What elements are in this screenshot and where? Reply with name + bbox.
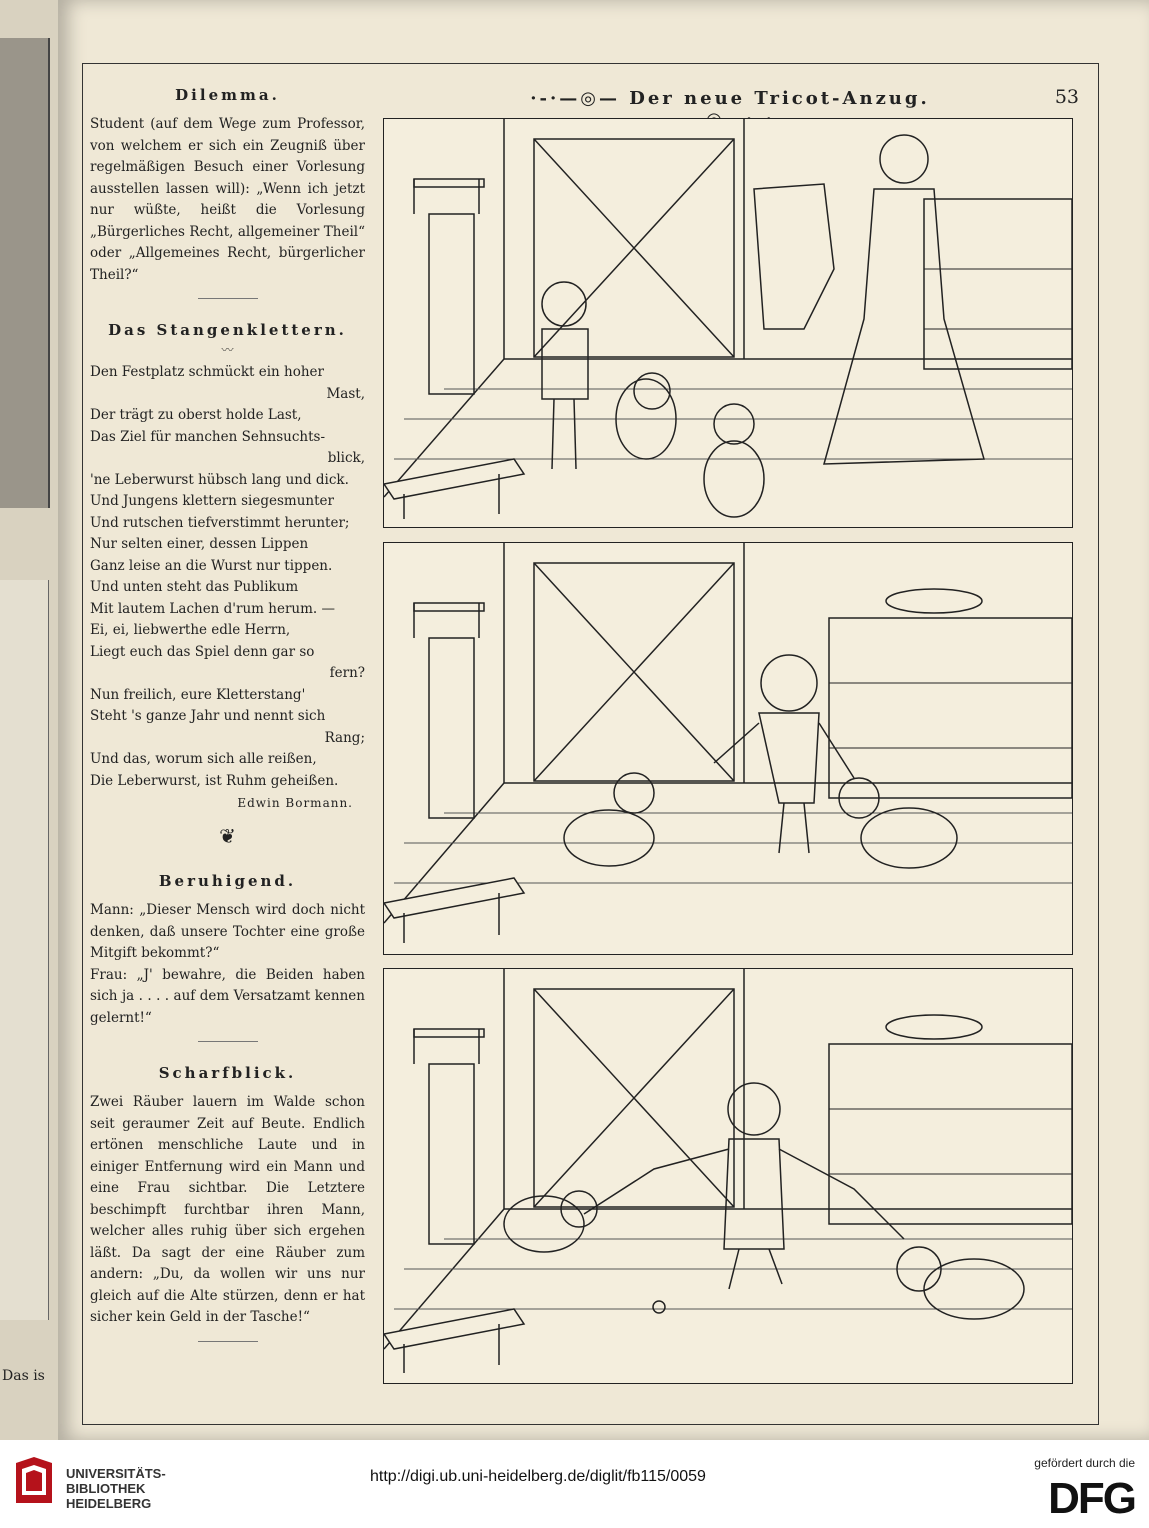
scharfblick-title: Scharfblick. — [158, 1064, 297, 1082]
beruhigend-text-2: Frau: „J' bewahre, die Beiden haben sich ja . . . . auf dem Versatzamt kennen gelernt!“ — [90, 966, 365, 1026]
poem-line: Die Leberwurst, ist Ruhm geheißen. — [90, 772, 339, 789]
page-number: 53 — [1054, 86, 1079, 108]
dilemma-title: Dilemma. — [175, 86, 280, 104]
poem-line: Steht 's ganze Jahr und nennt sich — [90, 708, 326, 724]
dilemma-text: Student (auf dem Wege zum Professor, von welchem er sich ein Zeugniß über regelmäßigen Besuch einer Vorlesung ausstellen lassen will): „Wenn ich jetzt nur wüßte, heißt die Vorlesung „Bürgerliches Recht, allgemeiner Theil“ oder „Allgemeines Recht, bürgerlicher Theil?“ — [90, 116, 365, 283]
poem-title: Das Stangenklettern. — [108, 321, 347, 339]
divider — [198, 1041, 258, 1042]
previous-page-illustration-bottom — [0, 580, 49, 1320]
institution-name: UNIVERSITÄTS- BIBLIOTHEK HEIDELBERG — [66, 1466, 166, 1511]
wave-ornament-icon: 〰 — [221, 343, 234, 357]
beruhigend-text-1: Mann: „Dieser Mensch wird doch nicht denken, daß unsere Tochter eine große Mitgift bekommt?“ — [90, 902, 365, 961]
poem-line: Den Festplatz schmückt ein hoher — [90, 364, 324, 380]
ornament-left-icon: ·-·—◎— — [530, 88, 630, 109]
source-url-link[interactable]: http://digi.ub.uni-heidelberg.de/diglit/fb115/0059 — [370, 1468, 706, 1485]
previous-page-edge — [0, 0, 58, 1440]
poem-line: Nur selten einer, dessen Lippen — [90, 536, 309, 552]
illustration-panel-1 — [383, 118, 1073, 528]
poem-line: Der trägt zu oberst holde Last, — [90, 407, 302, 423]
poem-line: 'ne Leberwurst hübsch lang und dick. — [90, 471, 349, 488]
scharfblick-text: Zwei Räuber lauern im Walde schon seit geraumer Zeit auf Beute. Endlich ertönen menschliche Laute und in einiger Entfernung wird ein Mann und eine Frau sichtbar. Die Letztere beschimpft furchtbar ihren Mann, welcher alles ruhig über sich ergehen läßt. Da sagt der eine Räuber zum andern: „Du, da wollen wir uns nur gleich auf die Alte stürzen, denn er hat sicher kein Geld in der Tasche!“ — [90, 1094, 365, 1325]
poem-line: Das Ziel für manchen Sehnsuchts- — [90, 428, 326, 445]
previous-page-illustration-top — [0, 38, 50, 508]
poem-line: Und unten steht das Publikum — [90, 579, 299, 595]
page-header-title: ·-·—◎— Der neue Tricot-Anzug. — [520, 88, 940, 130]
previous-page-text-fragment: Das is — [2, 1368, 45, 1384]
left-text-column — [90, 86, 365, 1364]
poem-line: blick, — [327, 450, 365, 466]
beruhigend-title: Beruhigend. — [158, 872, 297, 890]
poem-line: Und Jungens klettern siegesmunter — [90, 493, 334, 509]
illustration-panel-3 — [383, 968, 1073, 1384]
divider — [198, 298, 258, 299]
university-logo-icon — [12, 1455, 56, 1509]
poem-line: fern? — [329, 665, 365, 681]
divider — [198, 1341, 258, 1342]
poem-line: Rang; — [324, 729, 365, 746]
sprig-ornament-icon: ❦ — [219, 824, 236, 848]
poem-line: Liegt euch das Spiel denn gar so — [90, 643, 315, 660]
poem-line: Mit lautem Lachen d'rum herum. — — [90, 600, 335, 617]
poem-line: Mast, — [326, 385, 365, 402]
illustration-panel-2 — [383, 542, 1073, 955]
poem-line: Ganz leise an die Wurst nur tippen. — [90, 557, 333, 574]
dfg-funding-label: gefördert durch die — [1034, 1456, 1135, 1470]
poem-line: Ei, ei, liebwerthe edle Herrn, — [90, 622, 291, 638]
poem-line: Und das, worum sich alle reißen, — [90, 751, 317, 767]
poem-verse — [90, 362, 365, 792]
poem-author: Edwin Bormann. — [237, 796, 353, 810]
dfg-logo: DFG — [1048, 1474, 1135, 1523]
poem-line: Nun freilich, eure Kletterstang' — [90, 686, 306, 703]
poem-line: Und rutschen tiefverstimmt herunter; — [90, 514, 350, 531]
